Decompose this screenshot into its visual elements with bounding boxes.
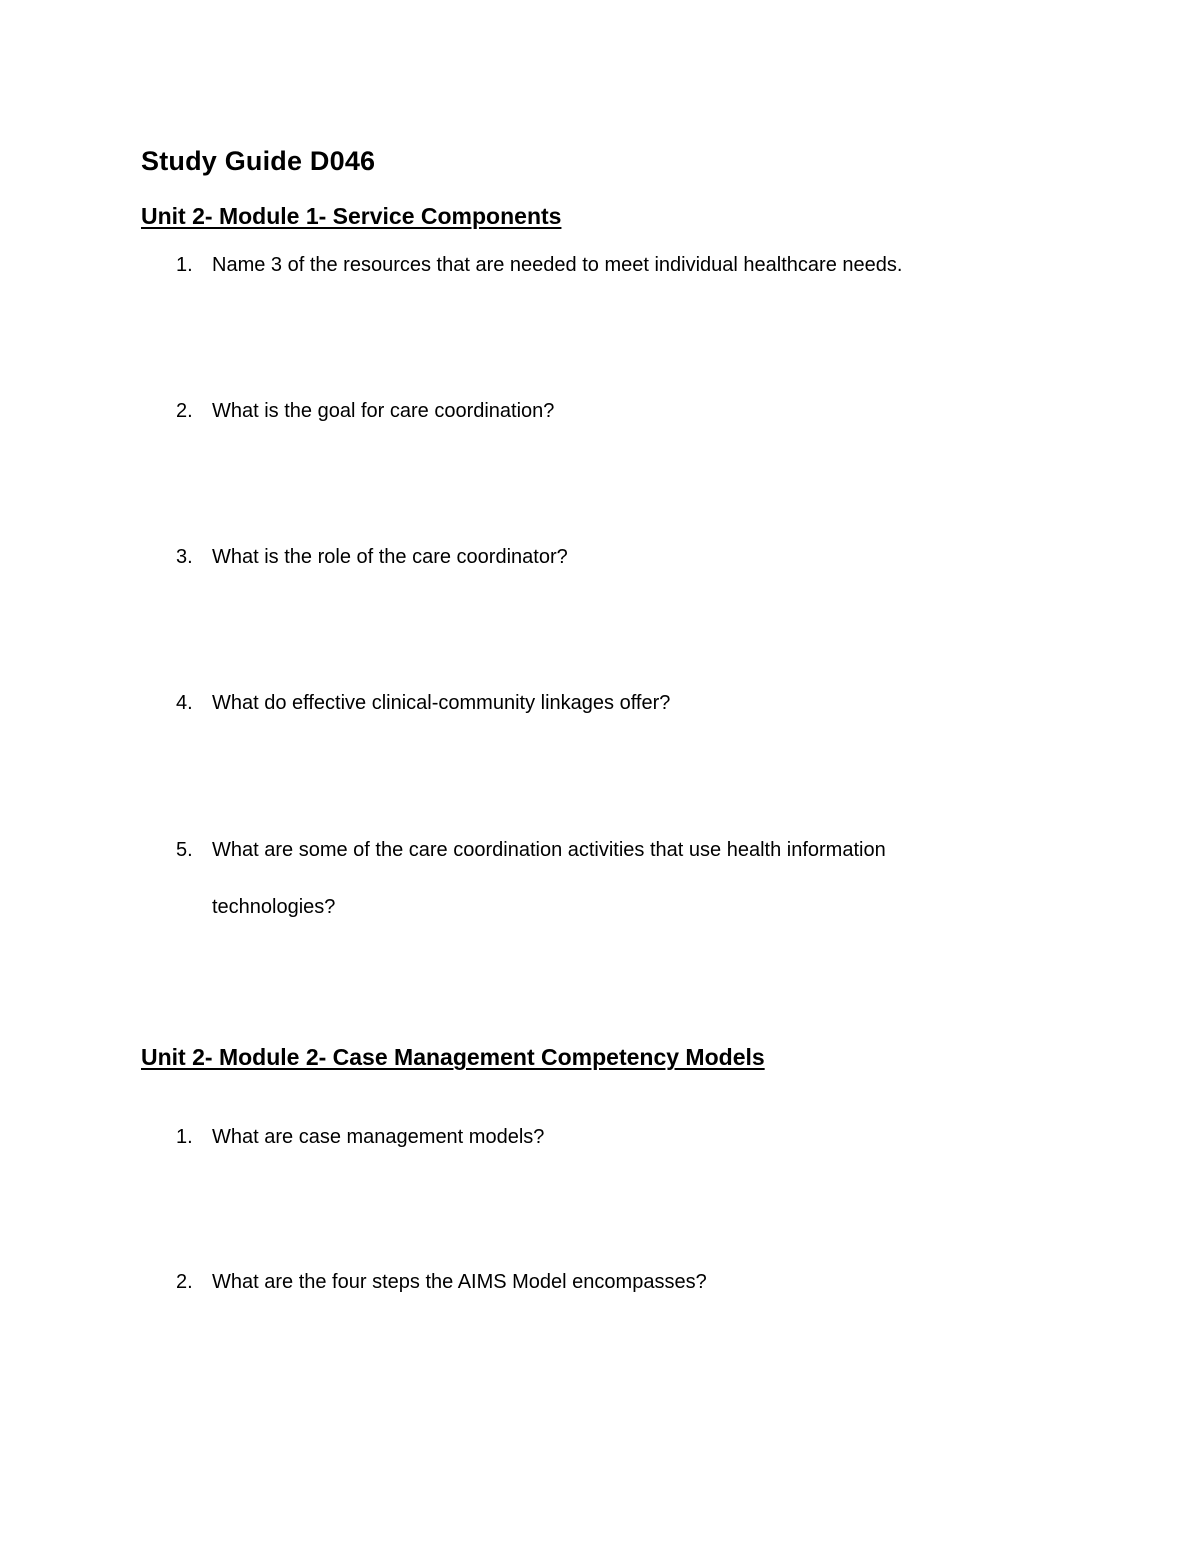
section-heading-module-1: Unit 2- Module 1- Service Components [141,203,562,229]
question-item [176,1254,996,1311]
question-item [176,529,996,586]
question-item [176,237,996,294]
question-text: Name 3 of the resources that are needed to meet individual healthcare needs. [212,254,903,276]
question-text: What is the role of the care coordinator? [212,546,568,568]
question-text: What are the four steps the AIMS Model encompasses? [212,1271,707,1293]
question-text: What are case management models? [212,1126,545,1148]
question-item [176,675,996,732]
question-number: 4. [176,692,193,714]
question-number: 2. [176,400,193,422]
question-number: 1. [176,1126,193,1148]
question-text: What are some of the care coordination activities that use health information technologies? [212,839,886,918]
question-number: 5. [176,839,193,861]
question-number: 2. [176,1271,193,1293]
question-item [176,1109,996,1166]
document-title: Study Guide D046 [141,146,376,176]
question-number: 1. [176,254,193,276]
question-text: What do effective clinical-community linkages offer? [212,692,671,714]
question-text: What is the goal for care coordination? [212,400,555,422]
section-heading-module-2: Unit 2- Module 2- Case Management Competency Models [141,1044,765,1070]
question-item [176,383,996,440]
question-number: 3. [176,546,193,568]
question-item [176,822,956,936]
